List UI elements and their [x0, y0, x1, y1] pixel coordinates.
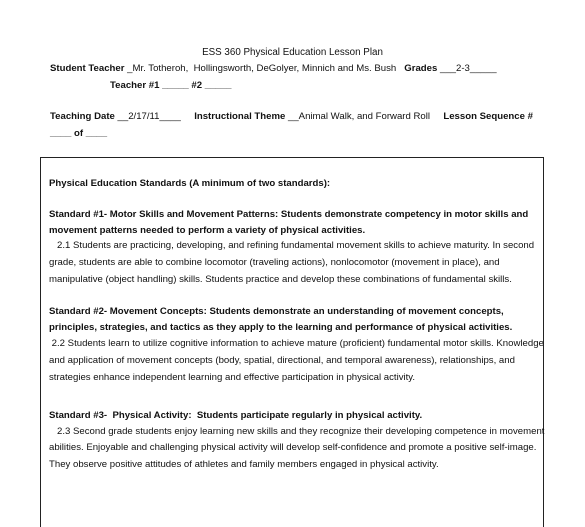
standards-heading: Physical Education Standards (A minimum of two standards): [49, 178, 331, 189]
standard-1-body-line-3: manipulative (object handling) skills. Students practice and develop these combinations of fundamental skills. [49, 274, 512, 285]
standard-3-body-line-1: 2.3 Second grade students enjoy learning new skills and they recognize their developing competence in movement [49, 426, 545, 437]
standard-2-body-line-3: strategies enhance independent learning and effective participation in physical activity. [49, 372, 416, 383]
standards-box [40, 157, 544, 527]
standard-1-title-line-1: Standard #1- Motor Skills and Movement Patterns: Students demonstrate competency in motor skills and [49, 209, 529, 220]
lesson-sequence-of-line: ____ of ____ [50, 128, 108, 139]
standard-1-title-line-2: movement patterns needed to perform a variety of physical activities. [49, 225, 366, 236]
standard-2-title-line-2: principles, strategies, and tactics as they apply to the learning and performance of physical activities. [49, 322, 513, 333]
teaching-date-label: Teaching Date [50, 111, 115, 122]
grades-value: ___2-3_____ [440, 63, 497, 74]
standard-1-body-line-1: 2.1 Students are practicing, developing, and refining fundamental movement skills to achieve maturity. In second [49, 240, 535, 251]
standard-2-title-line-1: Standard #2- Movement Concepts: Students demonstrate an understanding of movement concepts, [49, 306, 504, 317]
grades-label: Grades [404, 63, 438, 74]
teaching-date-value: __2/17/11____ [117, 111, 181, 122]
student-teacher-value: _Mr. Totheroh, Hollingsworth, DeGolyer, Minnich and Ms. Bush [127, 63, 397, 74]
standard-2-body-line-1: 2.2 Students learn to utilize cognitive information to achieve mature (proficient) fundamental motor skills. Knowledge [49, 338, 544, 349]
student-teacher-label: Student Teacher [50, 63, 125, 74]
standard-1-body-line-2: grade, students are able to combine locomotor (traveling actions), nonlocomotor (movement in place), and [49, 257, 500, 268]
instructional-theme-label: Instructional Theme [194, 111, 286, 122]
page-title: ESS 360 Physical Education Lesson Plan [202, 47, 383, 58]
teacher-numbers-line: Teacher #1 _____ #2 _____ [110, 80, 232, 91]
standard-3-title: Standard #3- Physical Activity: Students participate regularly in physical activity. [49, 410, 423, 421]
teaching-date-line [50, 111, 533, 123]
standard-2-body-line-2: and application of movement concepts (body, spatial, directional, and temporal awareness), relationships, and [49, 355, 515, 366]
student-teacher-line [50, 63, 497, 75]
standard-3-body-line-3: They observe positive attitudes of athletes and family members engaged in physical activity. [49, 459, 439, 470]
standard-3-body-line-2: abilities. Enjoyable and challenging physical activity will develop self-confidence and promote a positive self-image. [49, 442, 537, 453]
instructional-theme-value: __Animal Walk, and Forward Roll [288, 111, 431, 122]
lesson-sequence-label: Lesson Sequence # [443, 111, 533, 122]
